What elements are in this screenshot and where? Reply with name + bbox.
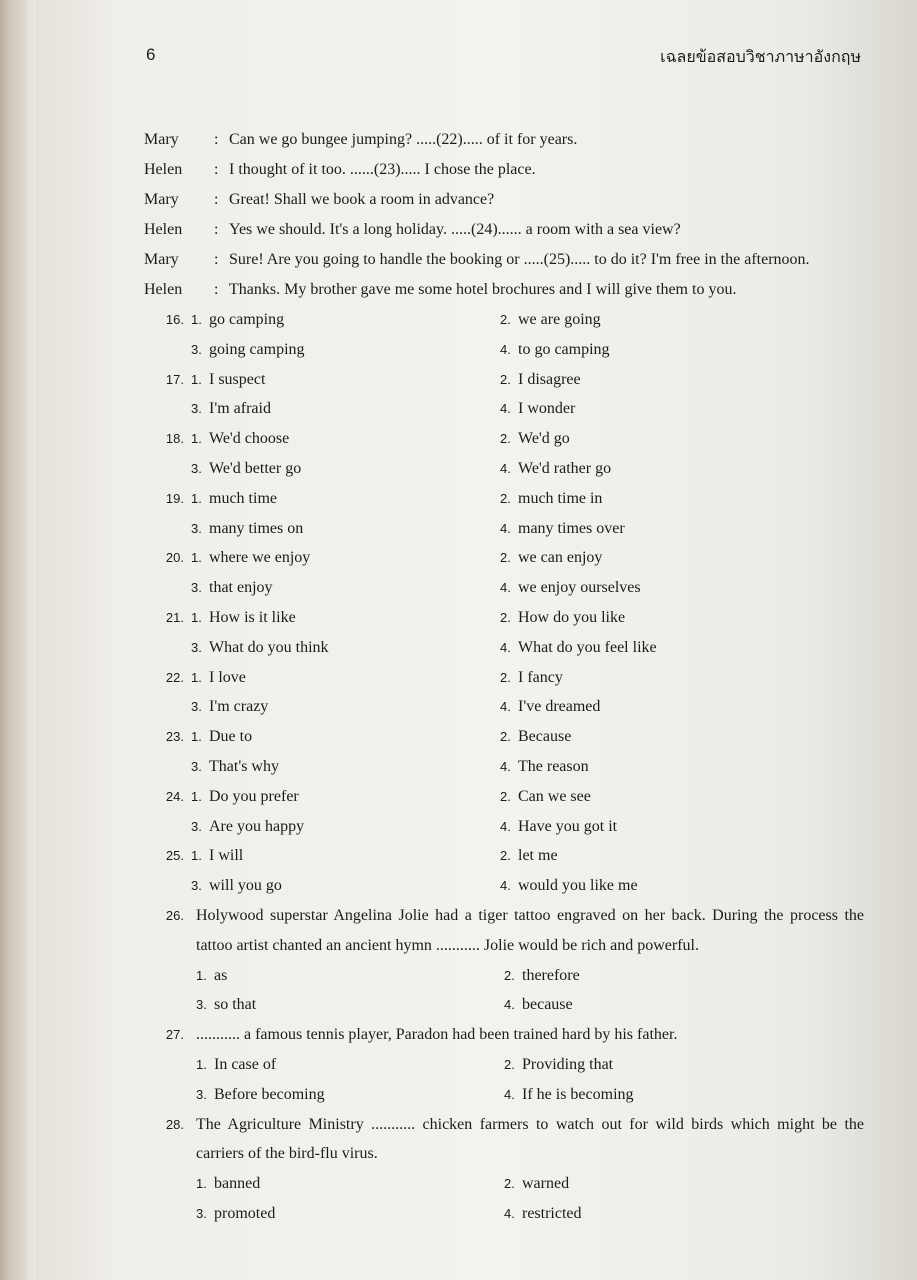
question-text: ........... a famous tennis player, Paradon had been trained hard by his father. xyxy=(196,1026,678,1044)
option-number: 4. xyxy=(500,341,511,357)
option-text: We'd better go xyxy=(209,459,302,477)
option-text: we can enjoy xyxy=(518,549,603,567)
dialogue-text: Sure! Are you going to handle the booking or .....(25)..... to do it? I'm free in the afternoon. xyxy=(229,251,810,268)
answer-option xyxy=(196,964,227,988)
answer-option xyxy=(500,576,641,600)
answer-option xyxy=(191,368,265,392)
option-number: 2. xyxy=(500,669,511,685)
question-row xyxy=(158,695,868,725)
option-number: 3. xyxy=(191,818,202,834)
option-number: 4. xyxy=(504,1086,515,1102)
answer-option xyxy=(500,785,591,809)
option-text: go camping xyxy=(209,311,285,328)
answer-option xyxy=(196,1083,325,1107)
option-text: We'd go xyxy=(518,430,570,448)
question-number: 19. xyxy=(165,490,184,506)
answer-option xyxy=(196,1172,260,1196)
answer-option xyxy=(500,487,602,511)
option-text: I wonder xyxy=(518,400,576,418)
option-number: 1. xyxy=(191,848,202,864)
option-number: 4. xyxy=(500,639,511,655)
answer-option xyxy=(500,338,610,362)
answer-option xyxy=(191,785,299,809)
dialogue-text: Yes we should. It's a long holiday. .....(24)...... a room with a sea view? xyxy=(229,221,681,238)
answer-option xyxy=(500,546,602,570)
option-number: 4. xyxy=(500,580,511,596)
dialogue-block xyxy=(144,128,874,308)
option-number: 1. xyxy=(191,371,202,387)
option-number: 2. xyxy=(500,312,511,327)
option-number: 2. xyxy=(500,609,511,625)
question-text: The Agriculture Ministry ........... chicken farmers to watch out for wild birds which might be the xyxy=(196,1115,864,1133)
answer-option xyxy=(191,695,268,719)
option-text: banned xyxy=(214,1175,261,1193)
question-number: 25. xyxy=(165,848,184,864)
question-number: 17. xyxy=(165,371,184,387)
dialogue-line xyxy=(144,278,874,308)
option-text: that enjoy xyxy=(209,579,273,597)
question-row xyxy=(158,666,868,696)
option-number: 3. xyxy=(196,1086,207,1102)
question-row xyxy=(158,338,868,368)
option-text: I disagree xyxy=(518,370,581,388)
option-text: We'd choose xyxy=(209,430,290,448)
option-text: I suspect xyxy=(209,370,266,388)
question-row xyxy=(158,517,868,547)
option-text: we are going xyxy=(518,311,601,328)
dialogue-speaker: Helen xyxy=(144,161,183,178)
answer-option xyxy=(504,1053,613,1077)
dialogue-colon: : xyxy=(214,281,219,298)
question-row xyxy=(158,397,868,427)
dialogue-line xyxy=(144,218,874,248)
answer-option xyxy=(191,427,289,451)
answer-option xyxy=(504,1083,634,1107)
dialogue-text: I thought of it too. ......(23)..... I chose the place. xyxy=(229,161,536,178)
question-number: 28. xyxy=(165,1116,184,1132)
option-number: 1. xyxy=(191,729,202,745)
option-number: 2. xyxy=(500,788,511,804)
option-text: restricted xyxy=(522,1204,582,1222)
question-text: tattoo artist chanted an ancient hymn ........... Jolie would be rich and powerful. xyxy=(196,936,699,954)
question-row xyxy=(158,904,868,934)
option-text: as xyxy=(214,966,228,984)
option-number: 1. xyxy=(196,1056,207,1072)
answer-option xyxy=(191,606,296,630)
question-row xyxy=(158,636,868,666)
dialogue-line xyxy=(144,188,874,218)
answer-option xyxy=(191,338,305,362)
option-text: much time xyxy=(209,489,277,507)
answer-option xyxy=(196,1202,275,1226)
option-number: 2. xyxy=(504,1176,515,1192)
answer-option xyxy=(500,755,589,779)
question-row xyxy=(158,1023,868,1053)
option-number: 1. xyxy=(191,669,202,685)
option-text: so that xyxy=(214,996,257,1014)
answer-option xyxy=(191,397,271,421)
question-row xyxy=(158,964,868,994)
option-text: to go camping xyxy=(518,340,610,358)
option-text: many times on xyxy=(209,519,304,537)
option-number: 4. xyxy=(500,818,511,834)
option-number: 2. xyxy=(504,1056,515,1072)
question-row xyxy=(158,1202,868,1232)
question-row xyxy=(158,815,868,845)
option-number: 4. xyxy=(504,997,515,1013)
question-row xyxy=(158,546,868,576)
dialogue-line xyxy=(144,158,874,188)
answer-option xyxy=(191,874,282,898)
option-text: because xyxy=(522,996,573,1014)
answer-option xyxy=(191,576,273,600)
question-row xyxy=(158,844,868,874)
question-row xyxy=(158,785,868,815)
option-number: 3. xyxy=(191,758,202,774)
option-number: 1. xyxy=(196,967,207,983)
option-text: Do you prefer xyxy=(209,787,299,805)
answer-option xyxy=(500,815,617,839)
answer-option xyxy=(191,308,284,332)
question-row xyxy=(158,1113,868,1143)
question-row xyxy=(158,308,868,338)
option-text: promoted xyxy=(214,1204,276,1222)
book-page-fold xyxy=(26,0,36,1280)
question-row xyxy=(158,427,868,457)
answer-option xyxy=(500,844,558,868)
dialogue-text: Thanks. My brother gave me some hotel brochures and I will give them to you. xyxy=(229,281,737,298)
question-number: 23. xyxy=(165,729,184,745)
option-text: we enjoy ourselves xyxy=(518,579,641,597)
option-text: How do you like xyxy=(518,608,626,626)
option-text: If he is becoming xyxy=(522,1085,634,1103)
option-text: The reason xyxy=(518,757,589,775)
question-number: 20. xyxy=(165,550,184,566)
answer-option xyxy=(191,457,301,481)
page-header-title: เฉลยข้อสอบวิชาภาษาอังกฤษ xyxy=(660,47,861,66)
answer-option xyxy=(196,1053,276,1077)
option-text: We'd rather go xyxy=(518,459,612,477)
question-number: 18. xyxy=(165,431,184,447)
option-number: 4. xyxy=(500,520,511,536)
dialogue-speaker: Helen xyxy=(144,281,183,298)
option-number: 1. xyxy=(191,312,202,327)
option-text: Providing that xyxy=(522,1055,614,1073)
option-number: 3. xyxy=(191,639,202,655)
option-text: many times over xyxy=(518,519,625,537)
option-number: 2. xyxy=(500,848,511,864)
dialogue-colon: : xyxy=(214,161,219,178)
answer-option xyxy=(191,546,310,570)
option-number: 1. xyxy=(196,1176,207,1192)
answer-option xyxy=(500,606,625,630)
question-row xyxy=(158,368,868,398)
option-text: where we enjoy xyxy=(209,549,311,567)
option-text: Have you got it xyxy=(518,817,618,835)
question-number: 24. xyxy=(165,788,184,804)
question-row xyxy=(158,934,868,964)
option-number: 3. xyxy=(191,878,202,894)
option-text: will you go xyxy=(209,877,282,895)
option-text: therefore xyxy=(522,966,580,984)
answer-option xyxy=(504,1202,582,1226)
option-number: 4. xyxy=(500,401,511,417)
answer-option xyxy=(500,427,570,451)
answer-option xyxy=(191,844,243,868)
question-number: 27. xyxy=(165,1027,184,1043)
dialogue-colon: : xyxy=(214,221,219,238)
question-row xyxy=(158,1053,868,1083)
option-text: let me xyxy=(518,847,558,865)
option-number: 2. xyxy=(500,371,511,387)
option-text: I'm afraid xyxy=(209,400,271,418)
question-row xyxy=(158,993,868,1023)
option-text: That's why xyxy=(209,757,279,775)
dialogue-line xyxy=(144,128,874,158)
option-number: 2. xyxy=(500,729,511,745)
answer-option xyxy=(191,517,303,541)
option-text: warned xyxy=(522,1175,570,1193)
answer-option xyxy=(191,815,304,839)
answer-option xyxy=(196,993,256,1017)
question-number: 21. xyxy=(165,609,184,625)
answer-option xyxy=(191,666,246,690)
option-number: 3. xyxy=(191,401,202,417)
option-number: 3. xyxy=(196,997,207,1013)
option-number: 2. xyxy=(504,967,515,983)
answer-option xyxy=(500,725,571,749)
dialogue-colon: : xyxy=(214,131,219,148)
answer-option xyxy=(500,517,625,541)
option-text: Can we see xyxy=(518,787,591,805)
option-number: 3. xyxy=(191,460,202,476)
option-number: 2. xyxy=(500,550,511,566)
question-row xyxy=(158,1142,868,1172)
dialogue-speaker: Mary xyxy=(144,251,179,268)
option-number: 4. xyxy=(500,699,511,715)
question-number: 26. xyxy=(165,907,184,923)
answer-option xyxy=(500,636,657,660)
answer-option xyxy=(504,964,580,988)
answer-option xyxy=(500,457,611,481)
answer-option xyxy=(500,308,601,332)
option-text: What do you feel like xyxy=(518,638,657,656)
option-text: much time in xyxy=(518,489,603,507)
question-row xyxy=(158,487,868,517)
option-number: 3. xyxy=(191,520,202,536)
question-row xyxy=(158,1172,868,1202)
dialogue-colon: : xyxy=(214,191,219,208)
answer-option xyxy=(500,666,563,690)
answer-option xyxy=(500,368,581,392)
question-number: 16. xyxy=(165,312,184,327)
option-number: 1. xyxy=(191,490,202,506)
answer-option xyxy=(500,397,575,421)
dialogue-line xyxy=(144,248,874,278)
option-number: 3. xyxy=(191,580,202,596)
option-number: 1. xyxy=(191,550,202,566)
option-text: I've dreamed xyxy=(518,698,601,716)
option-number: 2. xyxy=(500,431,511,447)
option-number: 4. xyxy=(500,758,511,774)
page-number: 6 xyxy=(146,45,156,64)
option-text: I will xyxy=(209,847,244,865)
question-row xyxy=(158,725,868,755)
option-text: Due to xyxy=(209,728,253,746)
option-number: 4. xyxy=(504,1205,515,1221)
answer-option xyxy=(504,993,573,1017)
question-row xyxy=(158,1083,868,1113)
option-text: How is it like xyxy=(209,608,296,626)
answer-option xyxy=(504,1172,569,1196)
dialogue-text: Can we go bungee jumping? .....(22)..... of it for years. xyxy=(229,131,578,148)
question-row xyxy=(158,874,868,904)
answer-option xyxy=(191,487,277,511)
dialogue-text: Great! Shall we book a room in advance? xyxy=(229,191,495,208)
question-row xyxy=(158,755,868,785)
option-text: I'm crazy xyxy=(209,698,269,716)
questions-list xyxy=(158,308,868,1232)
option-number: 4. xyxy=(500,878,511,894)
option-number: 1. xyxy=(191,431,202,447)
dialogue-speaker: Mary xyxy=(144,191,179,208)
question-row xyxy=(158,457,868,487)
answer-option xyxy=(500,874,638,898)
answer-option xyxy=(500,695,600,719)
option-number: 3. xyxy=(191,699,202,715)
answer-option xyxy=(191,725,252,749)
dialogue-speaker: Mary xyxy=(144,131,179,148)
dialogue-speaker: Helen xyxy=(144,221,183,238)
option-text: would you like me xyxy=(518,877,638,895)
question-text: carriers of the bird-flu virus. xyxy=(196,1145,378,1163)
option-number: 3. xyxy=(196,1205,207,1221)
option-number: 2. xyxy=(500,490,511,506)
question-number: 22. xyxy=(165,669,184,685)
question-row xyxy=(158,606,868,636)
answer-option xyxy=(191,755,279,779)
option-text: going camping xyxy=(209,340,305,358)
option-text: Are you happy xyxy=(209,817,305,835)
option-number: 1. xyxy=(191,609,202,625)
question-row xyxy=(158,576,868,606)
option-text: I fancy xyxy=(518,668,563,686)
answer-option xyxy=(191,636,329,660)
option-text: What do you think xyxy=(209,638,329,656)
option-text: In case of xyxy=(214,1055,277,1073)
option-text: I love xyxy=(209,668,246,686)
option-text: Because xyxy=(518,728,572,746)
question-text: Holywood superstar Angelina Jolie had a tiger tattoo engraved on her back. During the process the xyxy=(196,906,864,924)
option-number: 1. xyxy=(191,788,202,804)
dialogue-colon: : xyxy=(214,251,219,268)
option-text: Before becoming xyxy=(214,1085,325,1103)
option-number: 4. xyxy=(500,460,511,476)
option-number: 3. xyxy=(191,341,202,357)
book-page-edge xyxy=(0,0,26,1280)
